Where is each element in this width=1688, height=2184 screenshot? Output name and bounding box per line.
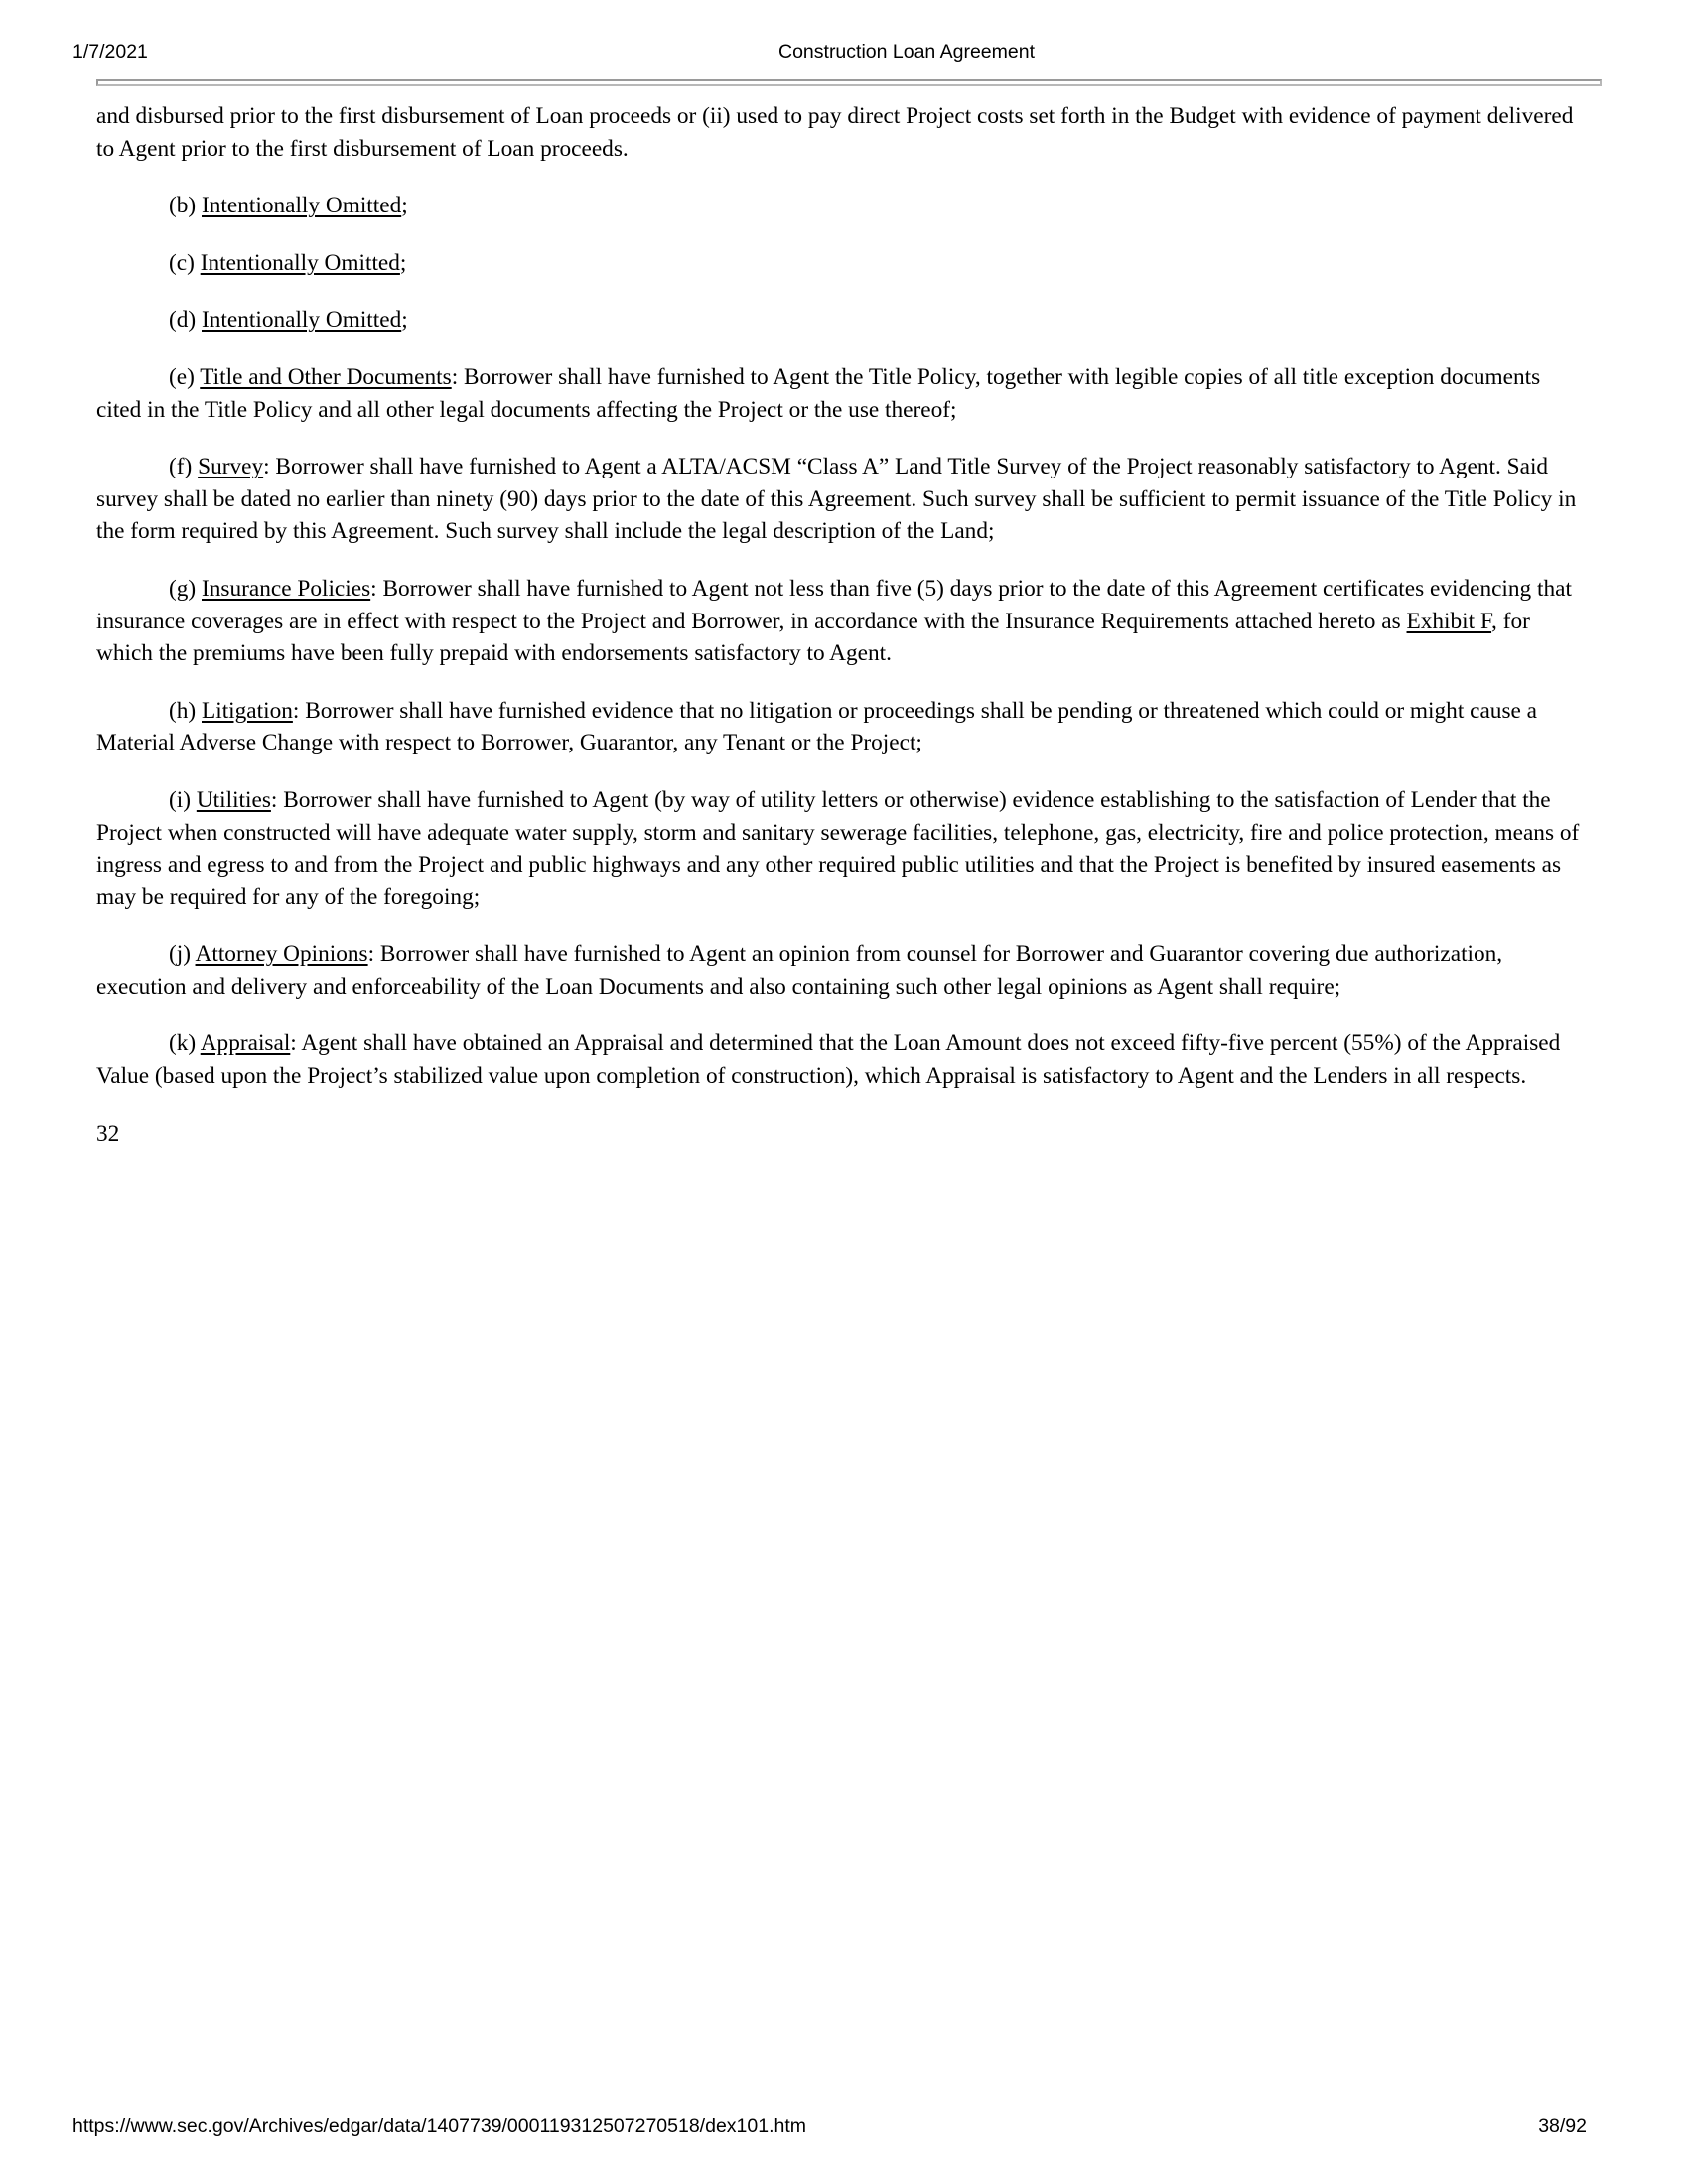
section-heading: Intentionally Omitted bbox=[202, 307, 402, 334]
section-k-appraisal bbox=[96, 1027, 1582, 1092]
section-text: Borrower shall have furnished to Agent a ALTA/ACSM “Class A” Land Title Survey of the Project reasonably satisfactory to Agent. Said survey shall be dated no earlier than ninety (90) days prior to the date of this Agreement. Such survey shall be sufficient to permit issuance of the Title Policy in the form required by this Agreement. Such survey shall include the legal description of the Land; bbox=[96, 454, 1577, 545]
section-label: (d) bbox=[169, 307, 202, 334]
section-heading: Utilities bbox=[196, 786, 271, 813]
section-b bbox=[96, 190, 1582, 222]
section-heading: Appraisal bbox=[200, 1030, 291, 1057]
section-text: Borrower shall have furnished to Agent an opinion from counsel for Borrower and Guarantor covering due authorization, execution and delivery and enforceability of the Loan Documents and also containing such other legal opinions as Agent shall require; bbox=[96, 941, 1503, 1000]
section-i-utilities bbox=[96, 784, 1582, 913]
section-heading: Intentionally Omitted bbox=[202, 193, 402, 219]
section-separator: : bbox=[263, 454, 270, 480]
section-heading: Title and Other Documents bbox=[200, 363, 452, 390]
print-header-date: 1/7/2021 bbox=[72, 41, 148, 63]
section-text: Borrower shall have furnished to Agent the Title Policy, together with legible copies of all title exception documents cited in the Title Policy and all other legal documents affecting the Project or the use thereof; bbox=[96, 363, 1541, 423]
section-h-litigation bbox=[96, 695, 1582, 759]
print-footer-page-count: 38/92 bbox=[1538, 2116, 1587, 2137]
section-j-attorney-opinions bbox=[96, 938, 1582, 1003]
section-separator: : bbox=[370, 575, 377, 602]
section-label: (i) bbox=[169, 786, 197, 813]
print-header-title: Construction Loan Agreement bbox=[778, 41, 1035, 63]
section-e-title-documents bbox=[96, 361, 1582, 426]
section-label: (h) bbox=[169, 697, 202, 724]
section-separator: ; bbox=[399, 249, 407, 276]
section-label: (j) bbox=[169, 941, 196, 968]
section-heading: Insurance Policies bbox=[202, 575, 371, 602]
section-g-insurance bbox=[96, 573, 1582, 670]
section-separator: ; bbox=[401, 193, 408, 219]
print-footer-url: https://www.sec.gov/Archives/edgar/data/1407739/000119312507270518/dex101.htm bbox=[72, 2116, 807, 2137]
section-separator: : bbox=[270, 786, 278, 813]
section-text: Borrower shall have furnished evidence that no litigation or proceedings shall be pending or threatened which could or might cause a Material Adverse Change with respect to Borrower, Guarantor, any Tenant or the Project; bbox=[96, 697, 1538, 756]
section-text: Borrower shall have furnished to Agent not less than five (5) days prior to the date of this Agreement certificates evidencing that insurance coverages are in effect with respect to the Project and Borrower, in accordance with the Insurance Requirements attached hereto as bbox=[96, 575, 1572, 634]
section-label: (f) bbox=[169, 454, 199, 480]
section-heading: Litigation bbox=[202, 697, 293, 724]
header-rule bbox=[96, 79, 1602, 86]
section-separator: : bbox=[367, 941, 375, 968]
section-label: (k) bbox=[169, 1030, 201, 1057]
section-label: (c) bbox=[169, 249, 201, 276]
section-text: Agent shall have obtained an Appraisal and determined that the Loan Amount does not exceed fifty-five percent (55%) of the Appraised Value (based upon the Project’s stabilized value upon completion of construction), which Appraisal is satisfactory to Agent and the Lenders in all respects. bbox=[96, 1030, 1561, 1090]
section-text: Borrower shall have furnished to Agent (by way of utility letters or otherwise) evidence establishing to the satisfaction of Lender that the Project when constructed will have adequate water supply, storm and sanitary sewerage facilities, telephone, gas, electricity, fire and police protection, means of ingress and egress to and from the Project and public highways and any other required public utilities and that the Project is benefited by insured easements as may be required for any of the foregoing; bbox=[96, 786, 1580, 910]
section-text-continued: , for which the premiums have been fully prepaid with endorsements satisfactory to Agent. bbox=[96, 608, 1530, 667]
section-label: (g) bbox=[169, 575, 202, 602]
intro-paragraph: and disbursed prior to the first disbursement of Loan proceeds or (ii) used to pay direct Project costs set forth in the Budget with evidence of payment delivered to Agent prior to the first disbursement of Loan proceeds. bbox=[96, 103, 1574, 162]
page-number: 32 bbox=[96, 1120, 120, 1147]
section-heading: Intentionally Omitted bbox=[200, 249, 400, 276]
section-separator: : bbox=[451, 363, 459, 390]
section-c bbox=[96, 247, 1582, 280]
section-separator: : bbox=[290, 1030, 297, 1057]
section-heading: Survey bbox=[198, 454, 264, 480]
section-heading: Attorney Opinions bbox=[195, 941, 368, 968]
section-label: (b) bbox=[169, 193, 202, 219]
exhibit-f-reference: Exhibit F bbox=[1406, 608, 1492, 634]
section-d bbox=[96, 304, 1582, 337]
section-separator: : bbox=[292, 697, 300, 724]
section-label: (e) bbox=[169, 363, 201, 390]
section-separator: ; bbox=[401, 307, 408, 334]
document-body bbox=[96, 100, 1582, 1174]
section-f-survey bbox=[96, 451, 1582, 548]
